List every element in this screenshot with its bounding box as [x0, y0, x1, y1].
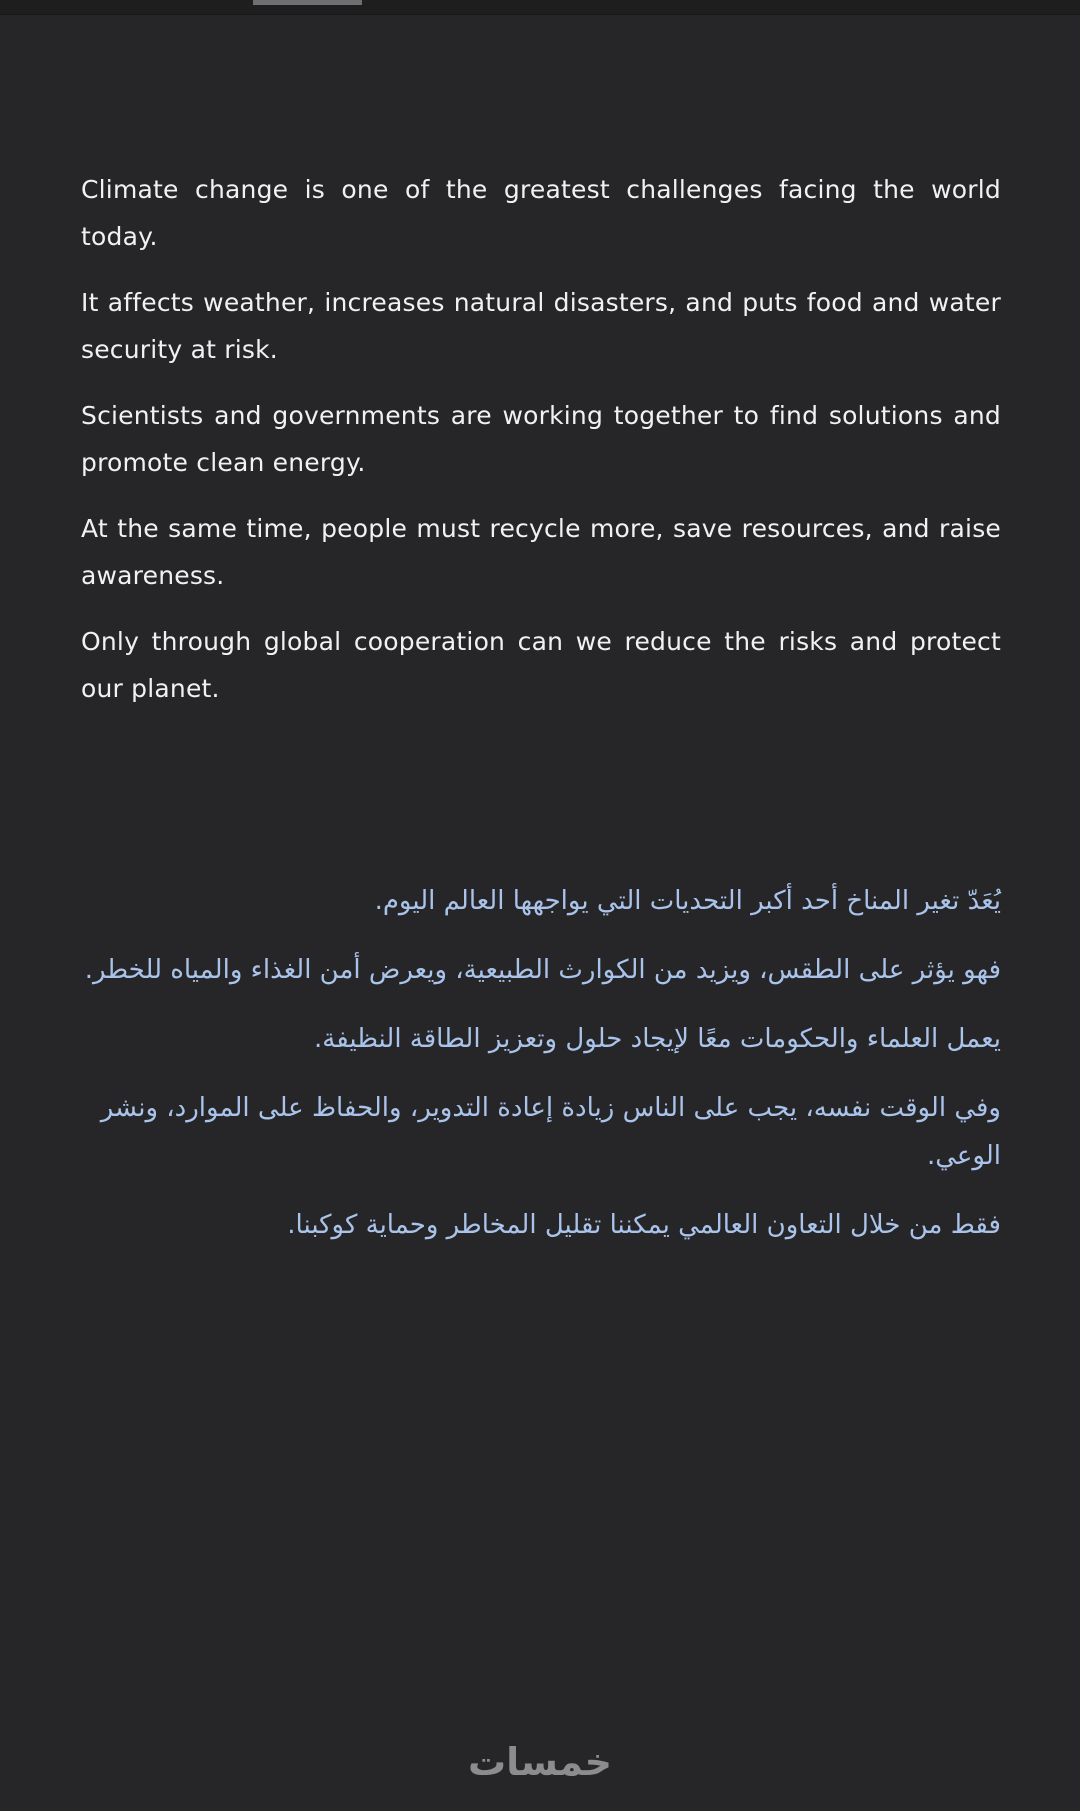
- arabic-paragraph: وفي الوقت نفسه، يجب على الناس زيادة إعادة التدوير، والحفاظ على الموارد، ونشر الوعي.: [100, 1093, 1001, 1171]
- english-paragraph: It affects weather, increases natural disasters, and puts food and water security at risk.: [81, 288, 1001, 364]
- khamsat-logo[interactable]: خمسات: [468, 1740, 612, 1784]
- english-paragraph: Only through global cooperation can we reduce the risks and protect our planet.: [81, 627, 1001, 703]
- english-text-section: [81, 166, 1001, 731]
- arabic-paragraph: يُعَدّ تغير المناخ أحد أكبر التحديات التي يواجهها العالم اليوم.: [374, 886, 1001, 916]
- arabic-paragraph: فهو يؤثر على الطقس، ويزيد من الكوارث الطبيعية، ويعرض أمن الغذاء والمياه للخطر.: [84, 955, 1001, 985]
- arabic-paragraph: فقط من خلال التعاون العالمي يمكننا تقليل المخاطر وحماية كوكبنا.: [287, 1210, 1001, 1240]
- top-bar: [0, 0, 1080, 14]
- english-paragraph: At the same time, people must recycle more, save resources, and raise awareness.: [81, 514, 1001, 590]
- active-tab-indicator[interactable]: [253, 0, 362, 5]
- arabic-paragraph: يعمل العلماء والحكومات معًا لإيجاد حلول وتعزيز الطاقة النظيفة.: [314, 1024, 1001, 1054]
- english-paragraph: Scientists and governments are working together to find solutions and promote clean energy.: [81, 401, 1001, 477]
- english-paragraph: Climate change is one of the greatest challenges facing the world today.: [81, 175, 1001, 251]
- arabic-text-section: [81, 877, 1001, 1270]
